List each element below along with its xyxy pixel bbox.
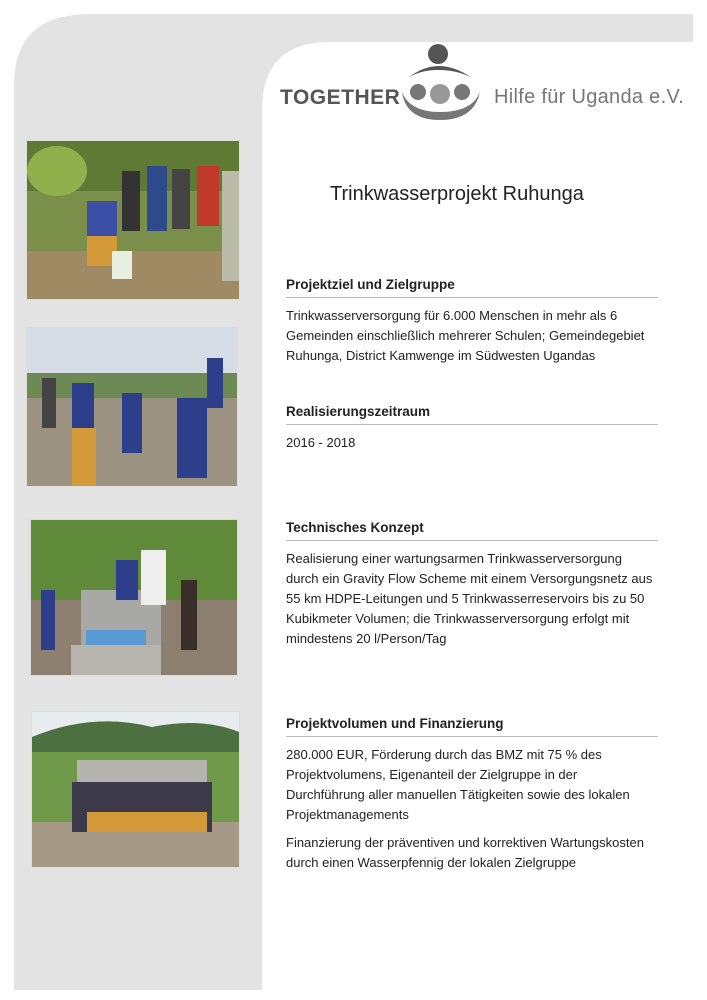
photo-construction-site (26, 327, 238, 487)
photo-group-at-reservoir (31, 711, 240, 868)
logo-text-together: TOGETHER (280, 86, 401, 109)
section-project-goal (286, 277, 658, 366)
document-title: Trinkwasserprojekt Ruhunga (330, 183, 584, 205)
section-text: 280.000 EUR, Förderung durch das BMZ mit 75 % des Projektvolumens, Eigenanteil der Zielgruppe in der Durchführung aller manuellen Tätigkeiten sowie des lokalen Projektmanagements (286, 747, 630, 822)
section-text: 2016 - 2018 (286, 435, 356, 450)
section-realization-period (286, 404, 658, 453)
section-text: Realisierung einer wartungsarmen Trinkwasserversorgung durch ein Gravity Flow Scheme mit einem Versorgungsnetz aus 55 km HDPE-Leitungen und 5 Trinkwasserreservoirs bis zu 50 Kubikmeter Volumen; die Trinkwasserversorgung erfolgt mit mindestens 20 l/Person/Tag (286, 551, 653, 646)
organization-logo (280, 42, 690, 122)
section-heading: Projektvolumen und Finanzierung (286, 716, 658, 737)
logo-text-hilfe: Hilfe für Uganda e.V. (494, 86, 685, 108)
section-project-volume (286, 716, 658, 873)
section-text: Trinkwasserversorgung für 6.000 Menschen in mehr als 6 Gemeinden einschließlich mehrerer Schulen; Gemeindegebiet Ruhunga, District Kamwenge im Südwesten Ugandas (286, 308, 645, 363)
people-logo-icon (392, 42, 488, 122)
section-heading: Technisches Konzept (286, 520, 658, 541)
photo-water-reservoir (30, 519, 238, 676)
photo-water-tap (26, 140, 240, 300)
section-heading: Projektziel und Zielgruppe (286, 277, 658, 298)
section-heading: Realisierungszeitraum (286, 404, 658, 425)
section-text: Finanzierung der präventiven und korrektiven Wartungskosten durch einen Wasserpfennig der lokalen Zielgruppe (286, 835, 644, 870)
section-technical-concept (286, 520, 658, 649)
